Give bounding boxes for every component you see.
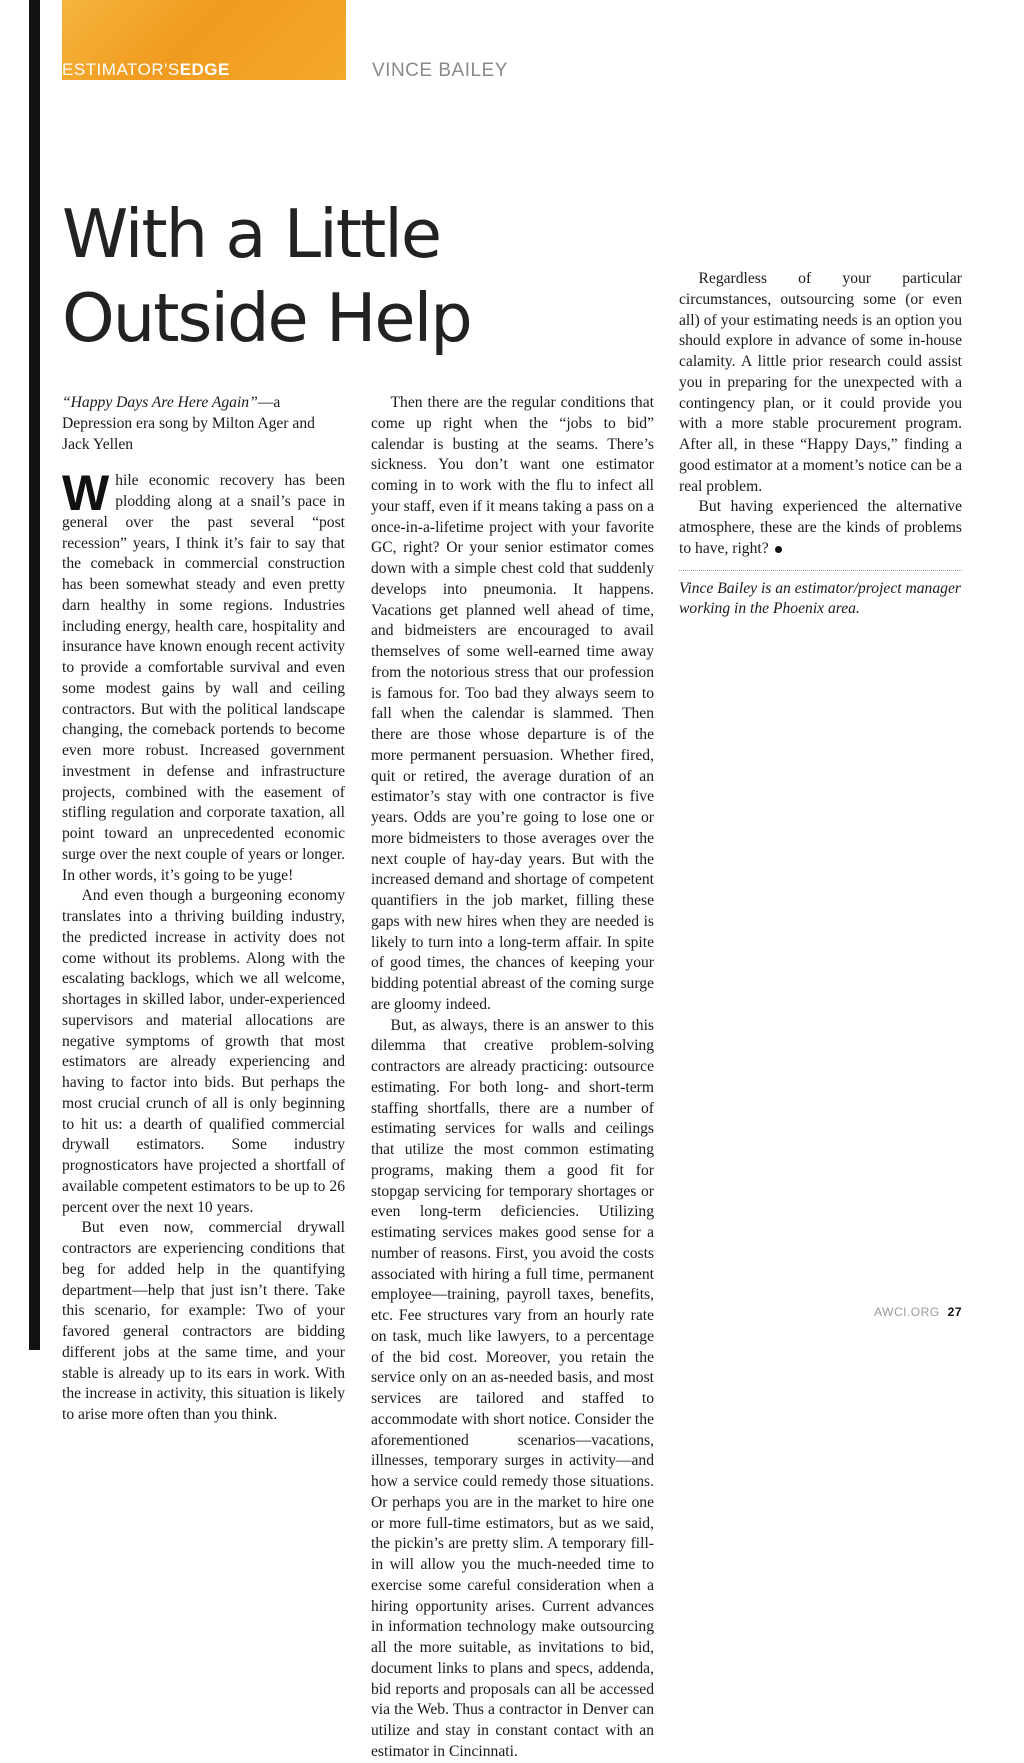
bio-divider (679, 570, 962, 571)
body-paragraph-1-text: hile economic recovery has been plodding along at a snail’s pace in general over the past several “post recession” years, I think it’s fair to say that the comeback in commercial construction has been somewhat steady and even pretty darn healthy in some regions. Industries including energy, health care, hospitality and insurance have known enough recent activity to provide a comfortable survival and even some modest gains by wall and ceiling contractors. But with the political landscape changing, the comeback portends to become even more robust. Increased government investment in defense and infrastructure projects, combined with the easement of stifling regulation and corporate taxation, all point toward an unprecedented economic surge over the next couple of years or longer. In other words, it’s going to be yuge! (62, 472, 345, 884)
epigraph-song-title: “Happy Days Are Here Again” (62, 394, 258, 411)
text-column-1 (62, 393, 345, 1426)
section-tag-part2: EDGE (179, 60, 230, 79)
title-line-2: Outside Help (62, 279, 471, 357)
end-mark-icon (775, 546, 782, 553)
footer-site: AWCI.ORG (874, 1305, 940, 1319)
drop-cap: W (62, 465, 110, 522)
body-paragraph-2: And even though a burgeoning economy translates into a thriving building industry, the predicted increase in activity does not come without its problems. Along with the escalating backlogs, which we all welcome, shortages in skilled labor, under-experienced supervisors and material allocations are negative symptoms of growth that most estimators are already experiencing and having to factor into bids. But perhaps the most crucial crunch of all is only beginning to hit us: a dearth of qualified commercial drywall estimators. Some industry prognosticators have projected a shortfall of available competent estimators to be up to 26 percent over the next 10 years. (62, 887, 345, 1216)
left-margin-bar (29, 0, 40, 1350)
page-number: 27 (947, 1305, 962, 1319)
epigraph (62, 393, 345, 455)
body-paragraph-5: But, as always, there is an answer to this dilemma that creative problem-solving contractors are already practicing: outsource estimating. For both long- and short-term staffing shortfalls, there are a number of estimating services for walls and ceilings that utilize the most common estimating programs, making them a good fit for stopgap servicing for temporary shortages or even long-term deficiencies. Utilizing estimating services makes good sense for a number of reasons. First, you avoid the costs associated with hiring a full time, permanent employee—training, payroll taxes, benefits, etc. Fee structures vary from an hourly rate on task, much like lawyers, to a percentage of the bid cost. Moreover, you retain the service only on an as-needed basis, and most services are tailored and staffed to accommodate with short notice. Consider the aforementioned scenarios—vacations, illnesses, temporary surges in activity—and how a service could remedy those situations. Or perhaps you are in the market to hire one or more full-time estimators, but as we said, the pickin’s are pretty slim. A temporary fill-in will allow you the much-needed time to exercise some careful consideration when a hiring opportunity arises. Current advances in information technology make outsourcing all the more suitable, as invitations to bid, document links to plans and specs, addenda, bid reports and proposals can all be accessed via the Web. Thus a contractor in Denver can utilize and stay in constant contact with an estimator in Cincinnati. (371, 1016, 654, 1760)
text-column-2 (371, 393, 654, 1763)
epigraph-credit: —a Depression era song by Milton Ager and Jack Yellen (62, 394, 315, 453)
body-paragraph-6: Regardless of your particular circumstances, outsourcing some (or even all) of your estimating needs is an option you should explore in advance of some in-house calamity. A little prior research could assist you in preparing for the unexpected with a contingency plan, or it could provide you with a more stable procurement program. After all, in these “Happy Days,” finding a good estimator at a moment’s notice can be a real problem. (679, 270, 962, 495)
body-paragraph-1 (62, 465, 345, 886)
title-line-1: With a Little (62, 195, 441, 273)
author-bio: Vince Bailey is an estimator/project manager working in the Phoenix area. (679, 579, 961, 617)
article-title (62, 192, 542, 360)
page-footer (874, 1305, 962, 1319)
body-paragraph-7-text: But having experienced the alternative atmosphere, these are the kinds of problems to have, right? (679, 498, 962, 557)
author-tag: VINCE BAILEY (372, 60, 508, 81)
body-paragraph-3: But even now, commercial drywall contractors are experiencing conditions that beg for added help in the quantifying department—help that just isn’t there. Take this scenario, for example: Two of your favored general contractors are bidding different jobs at the same time, and your stable is already up to its ears in work. With the increase in activity, this situation is likely to arise more often than you think. (62, 1219, 345, 1423)
text-column-3 (679, 269, 962, 620)
body-paragraph-4: Then there are the regular conditions that come up right when the “jobs to bid” calendar is busting at the seams. There’s sickness. You don’t want one estimator coming in to work with the flu to infect all your staff, even if it means taking a pass on a once-in-a-lifetime project with your favorite GC, right? Or your senior estimator comes down with a simple chest cold that suddenly develops into pneumonia. It happens. Vacations get planned well ahead of time, and bidmeisters are encouraged to avail themselves of some well-earned time away from the notorious stress that our profession is famous for. Too bad they always seem to fall when the calendar is slammed. Then there are those whose departure is of the more permanent persuasion. Whether fired, quit or retired, the average duration of an estimator’s stay with one contractor is five years. Odds are you’re going to lose one or more bidmeisters to those averages over the next couple of hay-day years. But with the increased demand and shortage of competent quantifiers in the job market, filling these gaps with new hires when they are needed is likely to turn into a long-term affair. In spite of good times, the chances of keeping your bidding potential abreast of the coming surge are gloomy indeed. (371, 394, 654, 1013)
section-tag-part1: ESTIMATOR'S (62, 60, 180, 79)
section-tag (62, 60, 230, 80)
body-paragraph-7 (679, 497, 962, 559)
